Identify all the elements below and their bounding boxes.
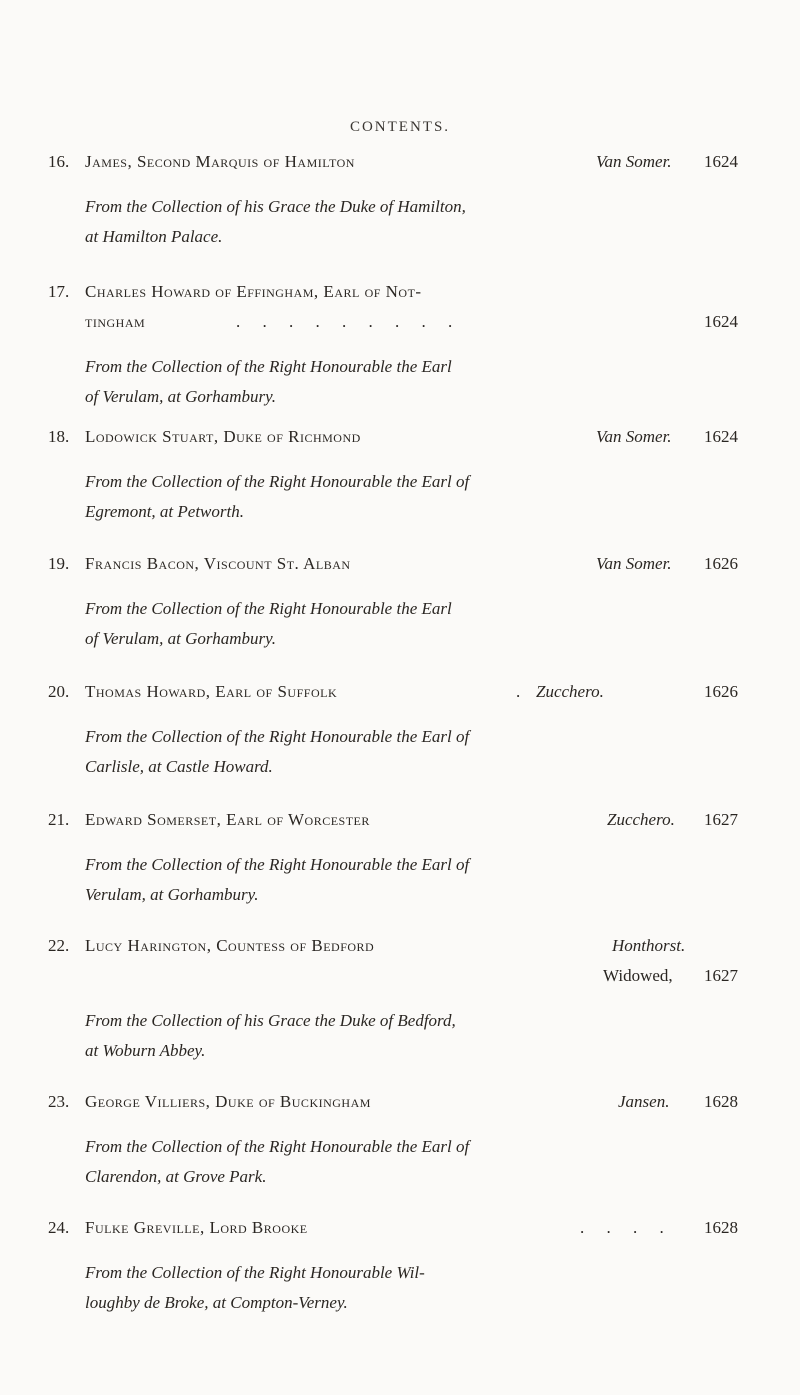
entry-number: 16. — [48, 152, 70, 171]
contents-entry — [48, 1092, 738, 1192]
entry-number: 23. — [48, 1092, 70, 1111]
entry-year: 1624 — [704, 312, 738, 331]
entry-year: 1626 — [704, 682, 738, 701]
entry-provenance — [85, 1258, 645, 1318]
entry-name: James, Second Marquis of Hamilton — [85, 152, 355, 171]
provenance-line: at Woburn Abbey. — [85, 1041, 206, 1060]
entry-name: Charles Howard of Effingham, Earl of Not- — [85, 282, 422, 301]
provenance-line: loughby de Broke, at Compton-Verney. — [85, 1293, 348, 1312]
provenance-line: From the Collection of the Right Honourable the Earl of — [85, 855, 470, 874]
entry-number: 24. — [48, 1218, 70, 1237]
provenance-line: From the Collection of his Grace the Duke of Hamilton, — [85, 197, 466, 216]
provenance-line: Egremont, at Petworth. — [85, 502, 244, 521]
entry-artist: Zucchero. — [607, 810, 675, 829]
page-header: CONTENTS. — [349, 119, 451, 135]
entry-artist: Zucchero. — [536, 682, 604, 701]
entry-name: Edward Somerset, Earl of Worcester — [85, 810, 370, 829]
entry-number: 18. — [48, 427, 70, 446]
provenance-line: Carlisle, at Castle Howard. — [85, 757, 273, 776]
provenance-line: From the Collection of the Right Honourable the Earl — [85, 599, 452, 618]
entry-number: 17. — [48, 282, 70, 301]
entry-artist: Honthorst. — [612, 936, 686, 955]
provenance-line: of Verulam, at Gorhambury. — [85, 629, 276, 648]
provenance-line: From the Collection of the Right Honourable the Earl of — [85, 1137, 470, 1156]
entry-note: Widowed, — [603, 966, 673, 985]
entry-number: 20. — [48, 682, 70, 701]
entry-name: Lucy Harington, Countess of Bedford — [85, 936, 375, 955]
contents-entry — [48, 682, 738, 782]
dot-leader: . . . . — [580, 1218, 673, 1237]
entry-provenance — [85, 722, 645, 782]
entry-year: 1627 — [704, 810, 738, 829]
entry-provenance — [85, 1006, 645, 1066]
entry-name: Lodowick Stuart, Duke of Richmond — [85, 427, 361, 446]
entry-provenance — [85, 352, 645, 412]
contents-entry — [48, 936, 738, 1066]
entry-year: 1627 — [704, 966, 738, 985]
dot-leader: . — [516, 682, 530, 701]
entry-provenance — [85, 467, 645, 527]
entry-year: 1628 — [704, 1092, 738, 1111]
entry-name: Francis Bacon, Viscount St. Alban — [85, 554, 351, 573]
entry-number: 22. — [48, 936, 70, 955]
entry-provenance — [85, 1132, 645, 1192]
entry-provenance — [85, 850, 645, 910]
provenance-line: From the Collection of the Right Honourable the Earl of — [85, 472, 470, 491]
entry-year: 1628 — [704, 1218, 738, 1237]
entry-name-continued: tingham — [85, 312, 146, 331]
provenance-line: Clarendon, at Grove Park. — [85, 1167, 267, 1186]
entry-provenance — [85, 192, 645, 252]
entry-artist: Van Somer. — [596, 427, 672, 446]
entry-year: 1624 — [704, 427, 738, 446]
dot-leader: . . . . . . . . . — [236, 312, 462, 331]
provenance-line: Verulam, at Gorhambury. — [85, 885, 259, 904]
entry-number: 21. — [48, 810, 70, 829]
provenance-line: From the Collection of his Grace the Duke of Bedford, — [85, 1011, 456, 1030]
entry-provenance — [85, 594, 645, 654]
contents-entry — [48, 810, 738, 910]
entry-name: George Villiers, Duke of Buckingham — [85, 1092, 371, 1111]
entry-number: 19. — [48, 554, 70, 573]
provenance-line: of Verulam, at Gorhambury. — [85, 387, 276, 406]
provenance-line: From the Collection of the Right Honourable the Earl — [85, 357, 452, 376]
entry-year: 1624 — [704, 152, 738, 171]
entry-artist: Van Somer. — [596, 152, 672, 171]
contents-entry — [48, 427, 738, 527]
contents-entry — [48, 152, 738, 252]
provenance-line: From the Collection of the Right Honourable the Earl of — [85, 727, 470, 746]
entry-year: 1626 — [704, 554, 738, 573]
entry-name: Thomas Howard, Earl of Suffolk — [85, 682, 338, 701]
contents-entry — [48, 282, 738, 412]
entry-name: Fulke Greville, Lord Brooke — [85, 1218, 308, 1237]
provenance-line: at Hamilton Palace. — [85, 227, 223, 246]
entry-artist: Van Somer. — [596, 554, 672, 573]
entry-artist: Jansen. — [618, 1092, 670, 1111]
contents-entry — [48, 1218, 738, 1318]
provenance-line: From the Collection of the Right Honourable Wil- — [85, 1263, 425, 1282]
contents-entry — [48, 554, 738, 654]
